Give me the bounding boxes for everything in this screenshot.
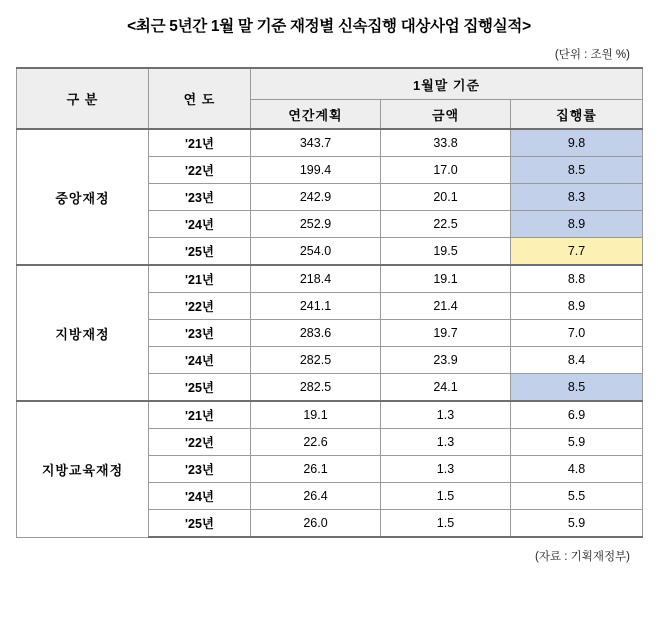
year-cell: '23년 <box>149 184 251 211</box>
column-header-period: 1월말 기준 <box>251 68 643 100</box>
annual-plan-cell: 252.9 <box>251 211 381 238</box>
annual-plan-cell: 283.6 <box>251 320 381 347</box>
execution-rate-cell: 8.3 <box>511 184 643 211</box>
year-cell: '25년 <box>149 510 251 538</box>
annual-plan-cell: 241.1 <box>251 293 381 320</box>
year-cell: '25년 <box>149 374 251 402</box>
source-note: (자료 : 기획재정부) <box>534 551 630 563</box>
execution-rate-cell: 8.5 <box>511 374 643 402</box>
amount-cell: 17.0 <box>381 157 511 184</box>
annual-plan-cell: 26.0 <box>251 510 381 538</box>
year-cell: '25년 <box>149 238 251 266</box>
amount-cell: 24.1 <box>381 374 511 402</box>
annual-plan-cell: 282.5 <box>251 347 381 374</box>
table-row <box>17 265 643 293</box>
execution-rate-cell: 7.0 <box>511 320 643 347</box>
annual-plan-cell: 22.6 <box>251 429 381 456</box>
page-title: <최근 5년간 1월 말 기준 재정별 신속집행 대상사업 집행실적> <box>127 18 531 35</box>
year-cell: '21년 <box>149 401 251 429</box>
year-cell: '24년 <box>149 211 251 238</box>
execution-rate-cell: 9.8 <box>511 129 643 157</box>
amount-cell: 1.3 <box>381 429 511 456</box>
column-header-plan: 연간계획 <box>251 100 381 130</box>
annual-plan-cell: 343.7 <box>251 129 381 157</box>
document-page <box>0 14 658 625</box>
execution-rate-cell: 6.9 <box>511 401 643 429</box>
amount-cell: 1.3 <box>381 401 511 429</box>
execution-rate-cell: 8.4 <box>511 347 643 374</box>
amount-cell: 20.1 <box>381 184 511 211</box>
column-header-amount: 금액 <box>381 100 511 130</box>
execution-rate-cell: 7.7 <box>511 238 643 266</box>
group-label-cell: 지방재정 <box>17 265 149 401</box>
annual-plan-cell: 199.4 <box>251 157 381 184</box>
column-header-year: 연 도 <box>149 68 251 129</box>
group-label-cell: 지방교육재정 <box>17 401 149 537</box>
execution-rate-cell: 5.5 <box>511 483 643 510</box>
execution-rate-cell: 4.8 <box>511 456 643 483</box>
amount-cell: 1.3 <box>381 456 511 483</box>
year-cell: '24년 <box>149 347 251 374</box>
year-cell: '21년 <box>149 265 251 293</box>
execution-rate-cell: 8.9 <box>511 293 643 320</box>
table-header <box>17 68 643 129</box>
table-row <box>17 401 643 429</box>
year-cell: '22년 <box>149 429 251 456</box>
amount-cell: 1.5 <box>381 483 511 510</box>
annual-plan-cell: 254.0 <box>251 238 381 266</box>
execution-performance-table <box>16 67 643 538</box>
annual-plan-cell: 26.4 <box>251 483 381 510</box>
year-cell: '23년 <box>149 320 251 347</box>
amount-cell: 23.9 <box>381 347 511 374</box>
execution-rate-cell: 5.9 <box>511 510 643 538</box>
execution-rate-cell: 5.9 <box>511 429 643 456</box>
group-label-cell: 중앙재정 <box>17 129 149 265</box>
amount-cell: 19.5 <box>381 238 511 266</box>
year-cell: '21년 <box>149 129 251 157</box>
annual-plan-cell: 26.1 <box>251 456 381 483</box>
column-header-rate: 집행률 <box>511 100 643 130</box>
table-container <box>0 67 658 538</box>
unit-note: (단위 : 조원 %) <box>554 49 630 61</box>
execution-rate-cell: 8.9 <box>511 211 643 238</box>
amount-cell: 19.1 <box>381 265 511 293</box>
amount-cell: 22.5 <box>381 211 511 238</box>
amount-cell: 1.5 <box>381 510 511 538</box>
annual-plan-cell: 19.1 <box>251 401 381 429</box>
table-header-row-1 <box>17 68 643 100</box>
year-cell: '24년 <box>149 483 251 510</box>
table-body <box>17 129 643 537</box>
annual-plan-cell: 242.9 <box>251 184 381 211</box>
table-row <box>17 129 643 157</box>
amount-cell: 21.4 <box>381 293 511 320</box>
amount-cell: 19.7 <box>381 320 511 347</box>
annual-plan-cell: 218.4 <box>251 265 381 293</box>
column-header-gubun: 구 분 <box>17 68 149 129</box>
year-cell: '23년 <box>149 456 251 483</box>
year-cell: '22년 <box>149 293 251 320</box>
execution-rate-cell: 8.8 <box>511 265 643 293</box>
annual-plan-cell: 282.5 <box>251 374 381 402</box>
amount-cell: 33.8 <box>381 129 511 157</box>
execution-rate-cell: 8.5 <box>511 157 643 184</box>
year-cell: '22년 <box>149 157 251 184</box>
